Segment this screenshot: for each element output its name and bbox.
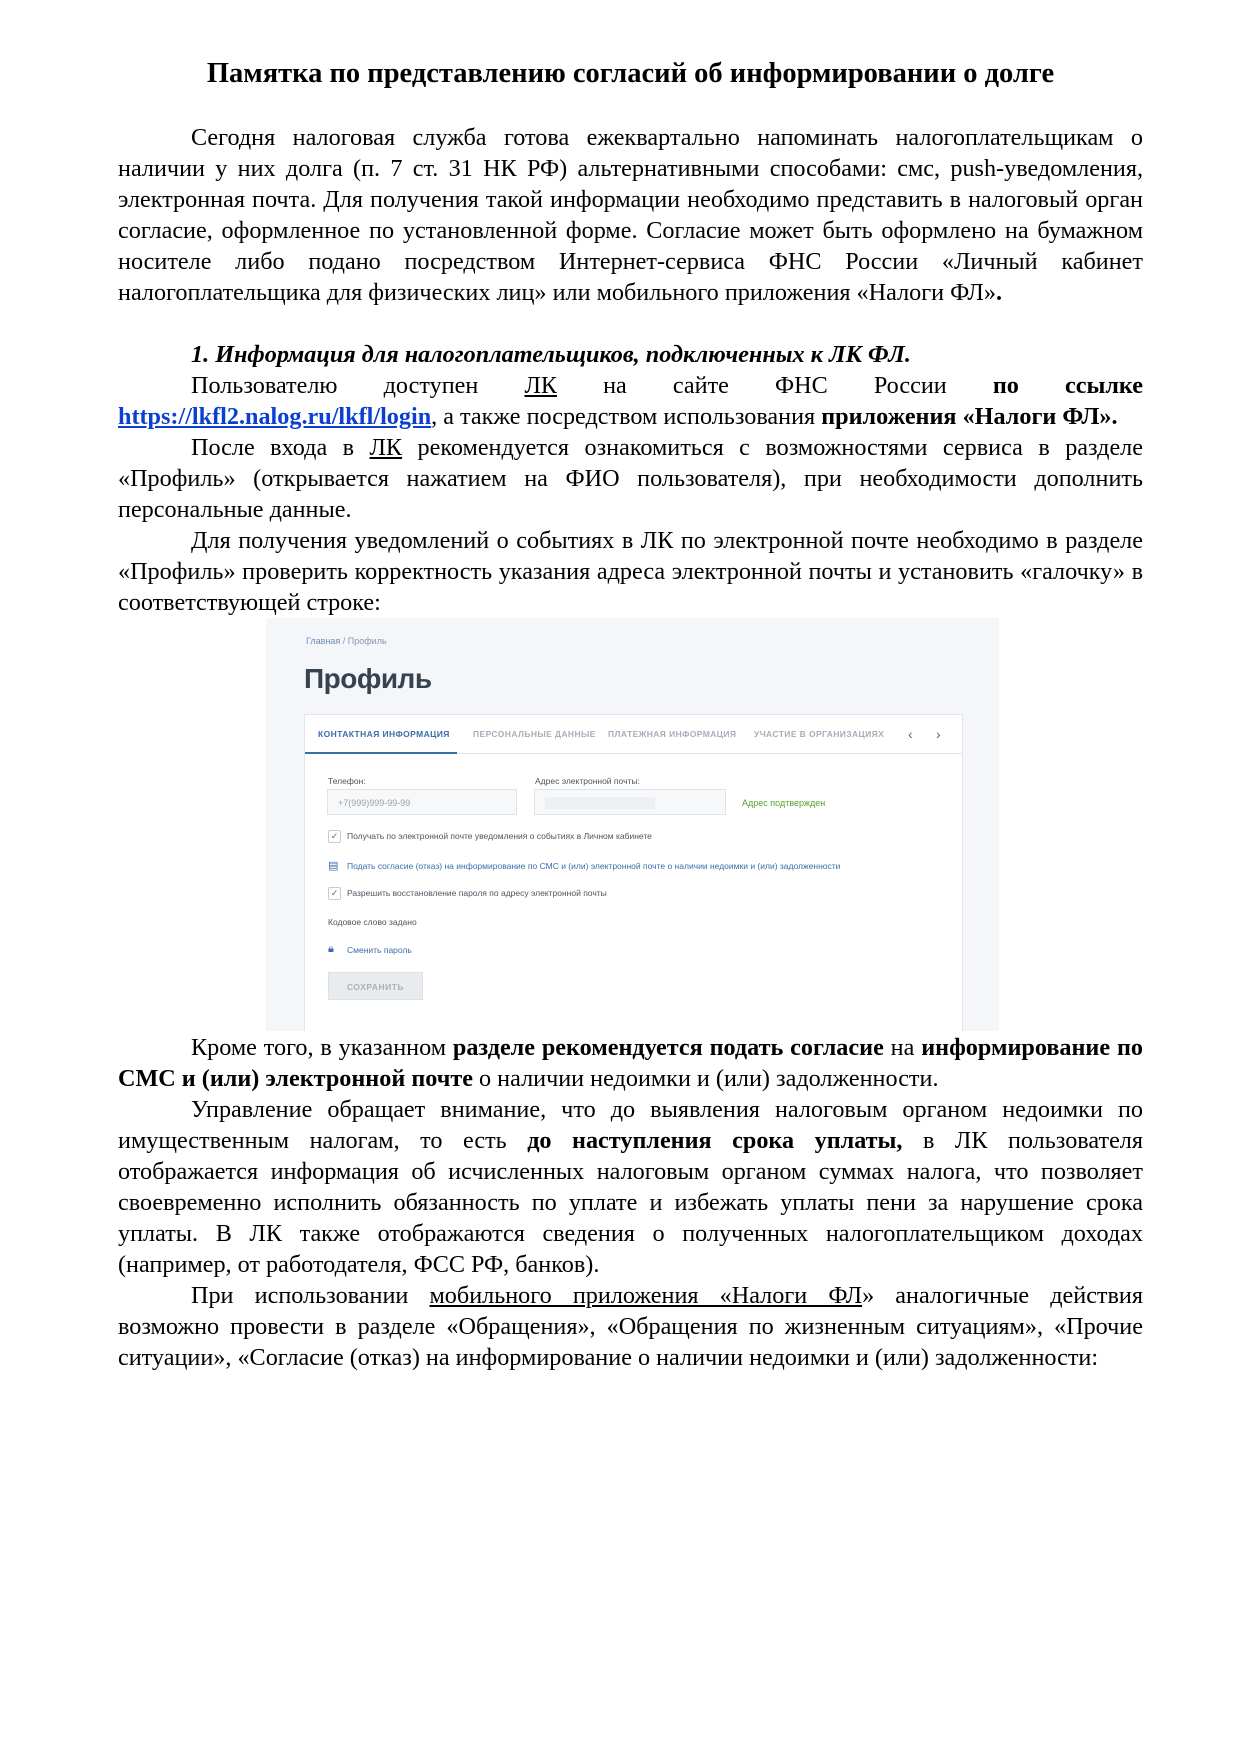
mobile-app-paragraph: При использовании мобильного приложения «Налоги ФЛ» аналогичные действия возможно провести в разделе «Обращения», «Обращения по жизненным ситуациям», «Прочие ситуации», «Согласие (отказ) на информирование о наличии недоимки и (или) задолженности: xyxy=(118,1282,1143,1371)
phone-field[interactable]: +7(999)999-99-99 xyxy=(327,789,517,815)
lk-access-paragraph: Пользователю доступен ЛК на сайте ФНС России по ссылке https://lkfl2.nalog.ru/lkfl/login, а также посредством использования приложения «Налоги ФЛ». xyxy=(118,372,1143,430)
tab-personal-data[interactable]: ПЕРСОНАЛЬНЫЕ ДАННЫЕ xyxy=(473,729,596,739)
profile-card xyxy=(304,714,963,1031)
email-label: Адрес электронной почты: xyxy=(535,776,640,786)
consent-recommendation-paragraph: Кроме того, в указанном разделе рекомендуется подать согласие на информирование по СМС и (или) электронной почте о наличии недоимки и (или) задолженности. xyxy=(118,1034,1143,1092)
breadcrumb-home[interactable]: Главная xyxy=(306,636,341,646)
consent-link[interactable]: Подать согласие (отказ) на информирование по СМС и (или) электронной почте о наличии недоимки и (или) задолженности xyxy=(347,861,841,871)
change-password-link[interactable]: Сменить пароль xyxy=(347,945,412,955)
page-title: Профиль xyxy=(304,663,432,694)
breadcrumb: Главная / Профиль xyxy=(306,636,387,646)
password-recovery-label: Разрешить восстановление пароля по адресу электронной почты xyxy=(347,888,607,898)
profile-tabs xyxy=(305,715,962,754)
active-tab-indicator xyxy=(305,752,457,754)
email-notify-paragraph: Для получения уведомлений о событиях в ЛК по электронной почте необходимо в разделе «Профиль» проверить корректность указания адреса электронной почты и установить «галочку» в соответствующей строке: xyxy=(118,527,1143,616)
message-icon: ▤ xyxy=(328,860,339,872)
codeword-status: Кодовое слово задано xyxy=(328,917,417,927)
phone-label: Телефон: xyxy=(328,776,366,786)
tab-payment-info[interactable]: ПЛАТЕЖНАЯ ИНФОРМАЦИЯ xyxy=(608,729,737,739)
lkfl-login-link[interactable]: https://lkfl2.nalog.ru/lkfl/login xyxy=(118,403,432,430)
email-field[interactable] xyxy=(534,789,726,815)
section-1-heading: 1. Информация для налогоплательщиков, подключенных к ЛК ФЛ. xyxy=(191,341,911,368)
email-notifications-label: Получать по электронной почте уведомления о событиях в Личном кабинете xyxy=(347,831,652,841)
breadcrumb-current: Профиль xyxy=(347,636,387,646)
password-recovery-checkbox[interactable]: ✓ xyxy=(328,887,341,900)
email-notifications-checkbox[interactable]: ✓ xyxy=(328,830,341,843)
tab-organizations[interactable]: УЧАСТИЕ В ОРГАНИЗАЦИЯХ xyxy=(754,729,885,739)
tab-contact-info[interactable]: КОНТАКТНАЯ ИНФОРМАЦИЯ xyxy=(318,729,450,739)
email-confirmed-status: Адрес подтвержден xyxy=(742,798,826,808)
mobile-app-term: мобильного приложения «Налоги ФЛ xyxy=(429,1282,863,1309)
chevron-left-icon[interactable]: ‹ xyxy=(908,726,913,742)
document-page xyxy=(118,56,1143,1373)
tax-info-paragraph: Управление обращает внимание, что до выявления налоговым органом недоимки по имущественным налогам, то есть до наступления срока уплаты, в ЛК пользователя отображается информация об исчисленных налоговым органом суммах налога, что позволяет своевременно исполнить обязанность по уплате и избежать уплаты пени за нарушение срока уплаты. В ЛК также отображаются сведения о полученных налогоплательщиком доходах (например, от работодателя, ФСС РФ, банков). xyxy=(118,1096,1143,1278)
lock-icon: 🔒︎ xyxy=(328,943,334,955)
chevron-right-icon[interactable]: › xyxy=(936,726,941,742)
intro-paragraph: Сегодня налоговая служба готова ежеквартально напоминать налогоплательщикам о наличии у них долга (п. 7 ст. 31 НК РФ) альтернативными способами: смс, push-уведомления, электронная почта. Для получения такой информации необходимо представить в налоговый орган согласие, оформленное по установленной форме. Согласие может быть оформлено на бумажном носителе либо подано посредством Интернет-сервиса ФНС России «Личный кабинет налогоплательщика для физических лиц» или мобильного приложения «Налоги ФЛ». xyxy=(118,124,1143,306)
document-title: Памятка по представлению согласий об информировании о долге xyxy=(206,58,1055,89)
lk-term: ЛК xyxy=(524,372,557,399)
lk-term: ЛК xyxy=(369,434,403,461)
profile-screenshot xyxy=(266,618,999,1031)
profile-paragraph: После входа в ЛК рекомендуется ознакомиться с возможностями сервиса в разделе «Профиль» (открывается нажатием на ФИО пользователя), при необходимости дополнить персональные данные. xyxy=(118,434,1143,523)
save-button[interactable]: СОХРАНИТЬ xyxy=(328,972,423,1000)
